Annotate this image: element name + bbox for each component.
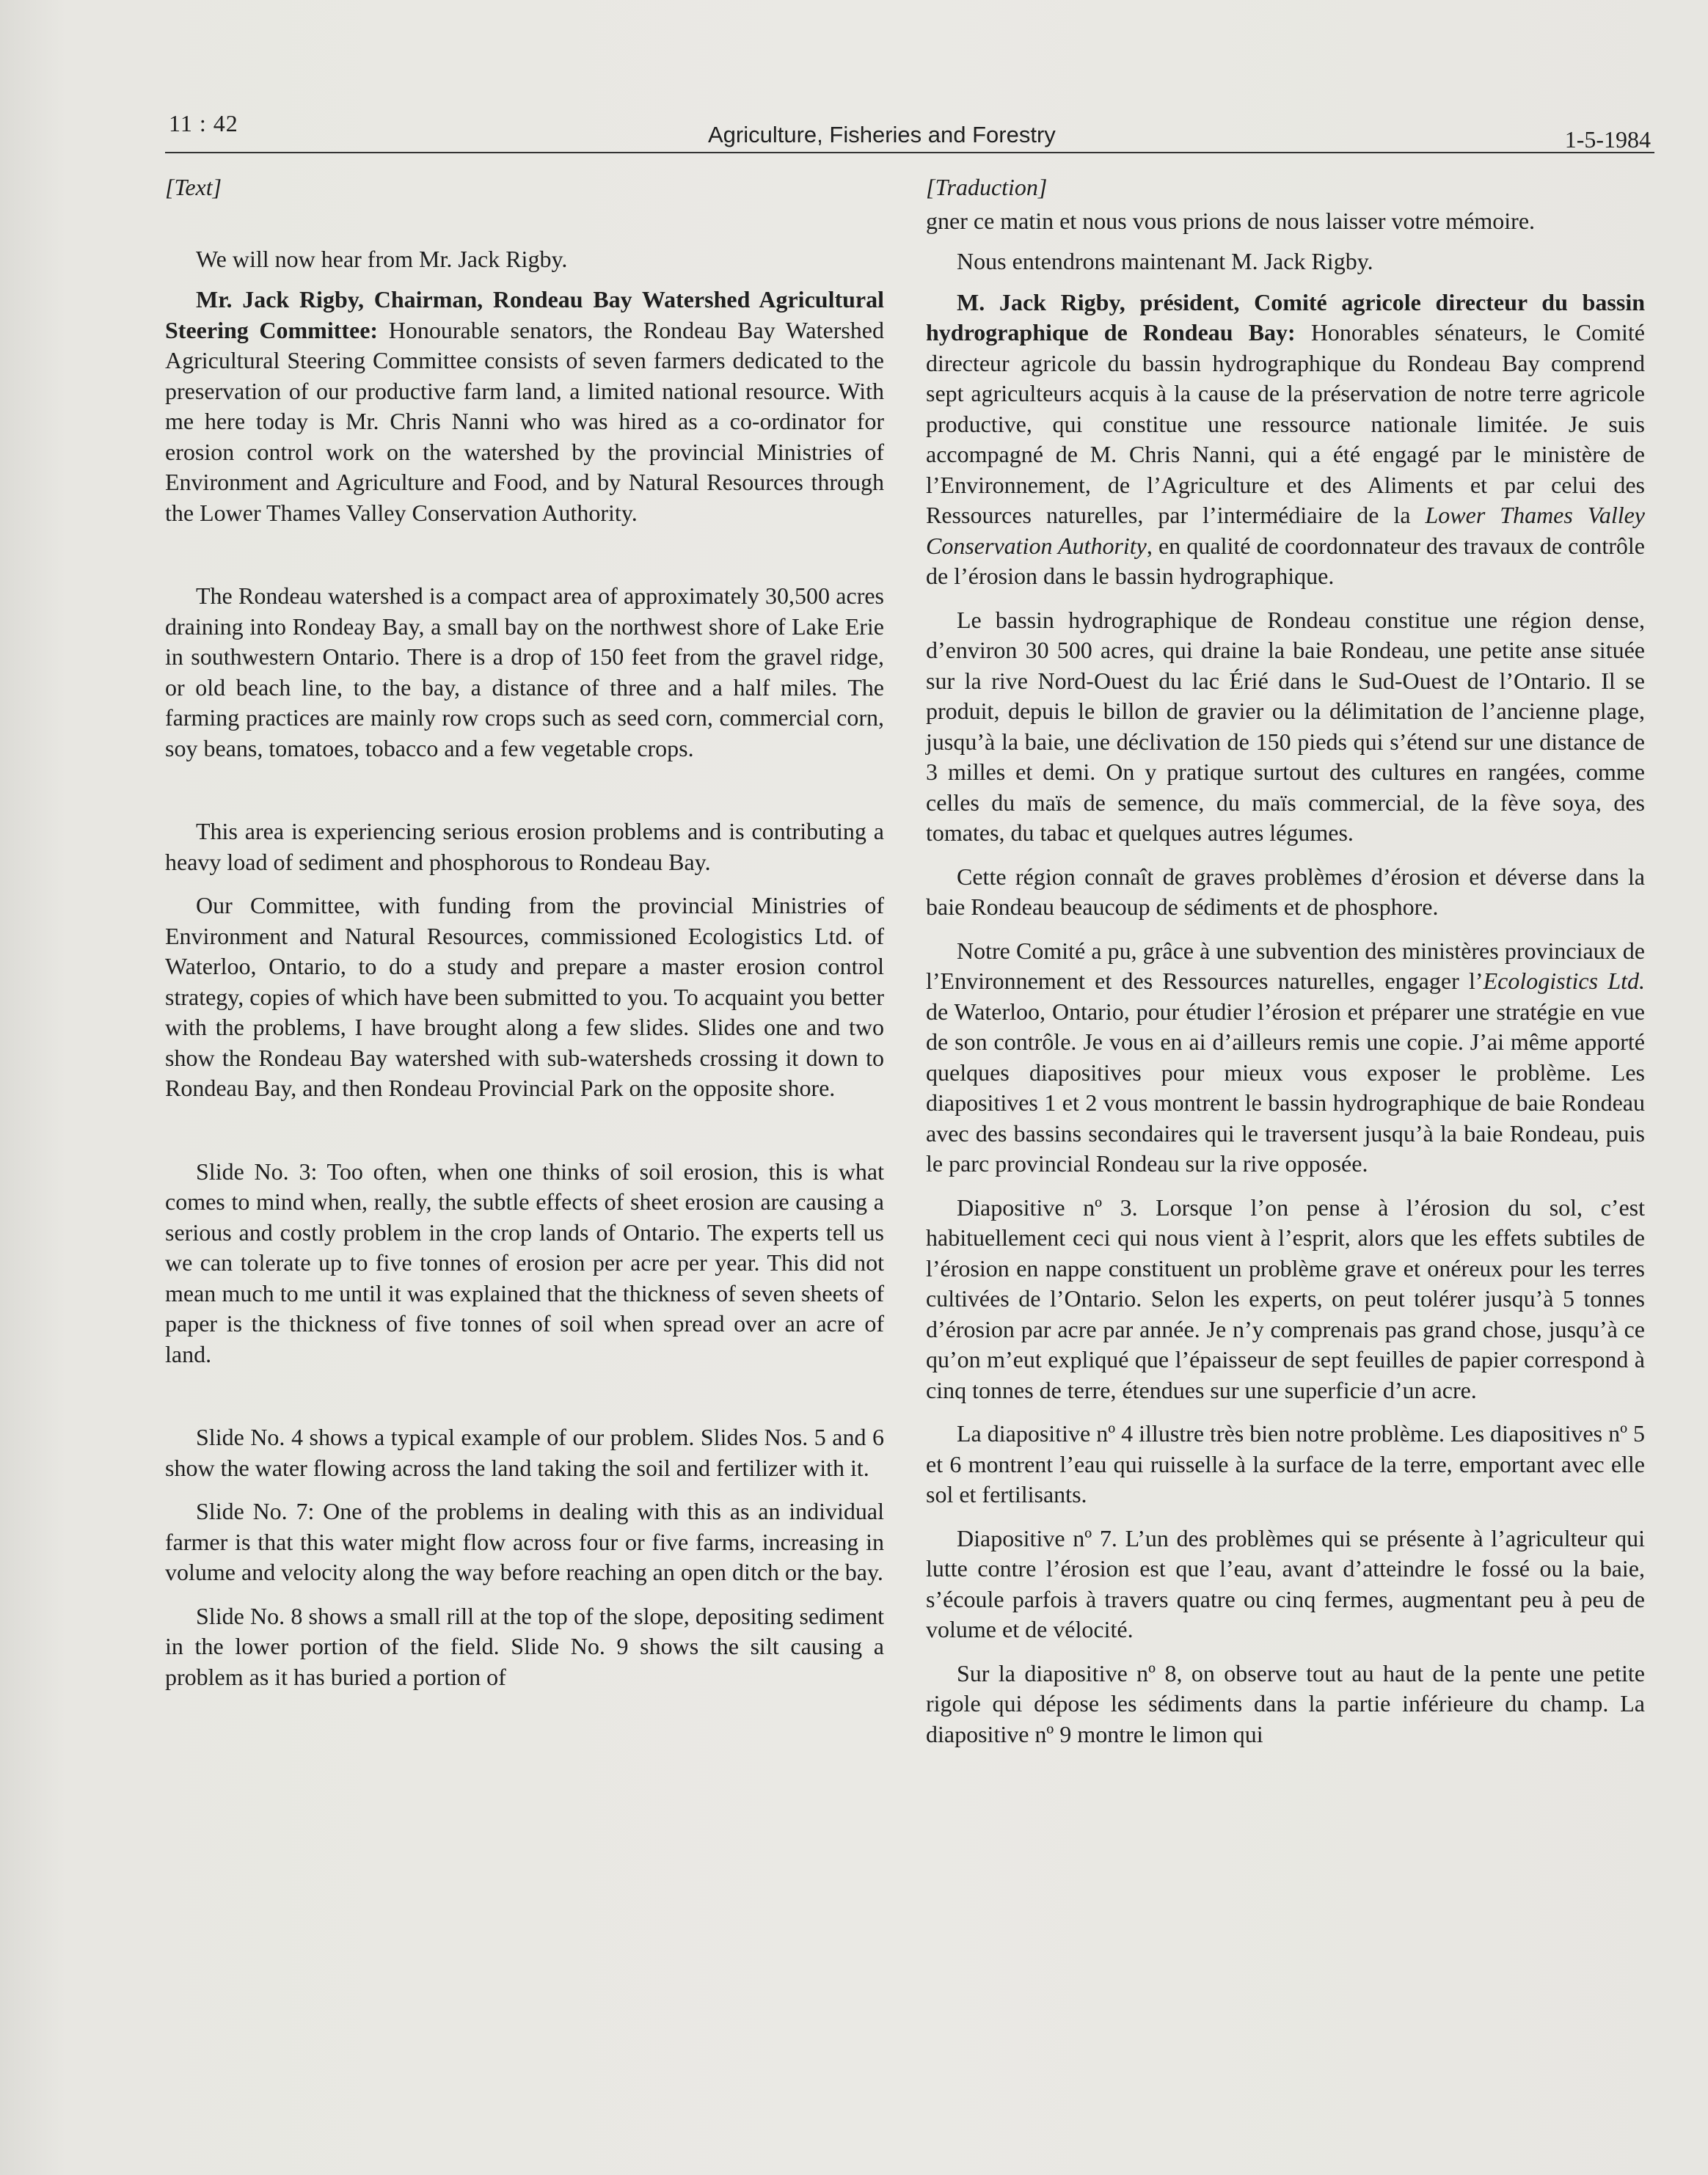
speech-text: , en qualité de coordonnateur des travaux de contrôle de l’érosion dans le bassin hydrographique. [926, 532, 1646, 589]
header-date: 1-5-1984 [1564, 126, 1651, 153]
paragraph: Our Committee, with funding from the provincial Ministries of Environment and Natural Resources, commissioned Ecologistics Ltd. of Waterloo, Ontario, to do a study and prepare a master erosion control strategy, copies of which have been submitted to you. To acquaint you better with the problems, I have brought along a few slides. Slides one and two show the Rondeau Bay watershed with sub-watersheds crossing it down to Rondeau Bay, and then Rondeau Provincial Park on the opposite shore. [165, 892, 884, 1101]
paragraph: Slide No. 4 shows a typical example of our problem. Slides Nos. 5 and 6 show the water flowing across the land taking the soil and fertilizer with it. [165, 1424, 884, 1481]
paragraph: Slide No. 7: One of the problems in dealing with this as an individual farmer is that this water might flow across four or five farms, increasing in volume and velocity along the way before reaching an open ditch or the bay. [165, 1498, 884, 1585]
paragraph: Slide No. 8 shows a small rill at the top of the slope, depositing sediment in the lower portion of the field. Slide No. 9 shows the silt causing a problem as it has buried a portion of [165, 1602, 884, 1690]
organization-name: Ecologistics Ltd. [1483, 968, 1646, 994]
language-label: [Traduction] [926, 174, 1048, 200]
language-label: [Text] [165, 174, 222, 200]
organization-name: Lower Thames Valley Conservation Authority [926, 502, 1645, 559]
speech-text: de Waterloo, Ontario, pour étudier l’érosion et préparer une stratégie en vue de son contrôle. Je vous en ai d’ailleurs remis une copie. J’ai même apporté quelques diapositives pour mieux vous exposer le problème. Les diapositives 1 et 2 vous montrent le bassin hydrographique de baie Rondeau avec des bassins secondaires qui le traversent jusqu’à la baie Rondeau, puis le parc provincial Rondeau sur la rive opposée. [926, 998, 1645, 1177]
running-title: Agriculture, Fisheries and Forestry [708, 122, 1056, 147]
english-column [165, 172, 884, 1706]
speech-text: Honourable senators, the Rondeau Bay Watershed Agricultural Steering Committee consists of seven farmers dedicated to the preservation of our productive farm land, a limited national resource. With me here today is Mr. Chris Nanni who was hired as a co-ordinator for erosion control work on the watershed by the provincial Ministries of Environment and Agriculture and Food, and by Natural Resources through the Lower Thames Valley Conservation Authority. [165, 316, 885, 526]
page-number: 11 : 42 [169, 110, 238, 136]
speech-text: Honorables sénateurs, le Comité directeur agricole du bassin hydrographique du Rondeau Bay comprend sept agriculteurs acquis à la cause de la préservation de notre terre agricole productive, qui constitue une ressource nationale limitée. Je suis accompagné de M. Chris Nanni, qui a été engagé par le ministère de l’Environnement, de l’Agriculture et des Aliments et par celui des Ressources naturelles, par l’intermédiaire de la [926, 319, 1646, 528]
paragraph: Diapositive nº 3. Lorsque l’on pense à l’érosion du sol, c’est habituellement ceci qui nous vient à l’esprit, alors que les effets subtiles de l’érosion en nappe constituent un problème grave et onéreux pour les terres cultivées de l’Ontario. Selon les experts, on peut tolérer jusqu’à 5 tonnes d’érosion par acre par année. Je n’y comprenais pas grand chose, jusqu’à ce qu’on m’eut expliqué que l’épaisseur de sept feuilles de papier correspond à cinq tonnes de terre, étendues sur une superficie d’un acre. [926, 1193, 1645, 1403]
paragraph: Slide No. 3: Too often, when one thinks of soil erosion, this is what comes to mind when, really, the subtle effects of sheet erosion are causing a serious and costly problem in the crop lands of Ontario. The experts tell us we can tolerate up to five tonnes of erosion per acre per year. This did not mean much to me until it was explained that the thickness of seven sheets of paper is the thickness of five tonnes of soil when spread over an acre of land. [165, 1158, 884, 1367]
paragraph: Nous entendrons maintenant M. Jack Rigby. [957, 248, 1373, 274]
page-header [169, 110, 1651, 154]
paragraph: Cette région connaît de graves problèmes d’érosion et déverse dans la baie Rondeau beaucoup de sédiments et de phosphore. [926, 863, 1645, 920]
speech-text: Notre Comité a pu, grâce à une subvention des ministères provinciaux de l’Environnement et des Ressources naturelles, engager l’ [926, 937, 1645, 994]
paragraph: Sur la diapositive nº 8, on observe tout au haut de la pente une petite rigole qui dépose les sédiments dans la partie inférieure du champ. La diapositive nº 9 montre le limon qui [926, 1659, 1645, 1747]
paragraph [926, 288, 1645, 592]
paragraph: We will now hear from Mr. Jack Rigby. [196, 245, 568, 272]
french-column [926, 172, 1645, 1763]
paragraph: Diapositive nº 7. L’un des problèmes qui se présente à l’agriculteur qui lutte contre l’érosion est que l’eau, avant d’atteindre le fossé ou la baie, s’écoule parfois à travers quatre ou cinq fermes, augmentant peu à peu de volume et de vélocité. [926, 1524, 1645, 1642]
paragraph [165, 285, 884, 528]
speaker-name: M. Jack Rigby, président, Comité agricole directeur du bassin hydrographique de Rondeau Bay: [926, 288, 1645, 346]
paragraph [926, 936, 1645, 1180]
header-rule [165, 152, 1654, 153]
paragraph: gner ce matin et nous vous prions de nous laisser votre mémoire. [926, 207, 1536, 234]
paragraph: The Rondeau watershed is a compact area of approximately 30,500 acres draining into Rondeay Bay, a small bay on the northwest shore of Lake Erie in southwestern Ontario. There is a drop of 150 feet from the gravel ridge, or old beach line, to the bay, a distance of three and a half miles. The farming practices are mainly row crops such as seed corn, commercial corn, soy beans, tomatoes, tobacco and a few vegetable crops. [165, 582, 884, 761]
paragraph: La diapositive nº 4 illustre très bien notre problème. Les diapositives nº 5 et 6 montrent l’eau qui ruisselle à la surface de la terre, emportant avec elle sol et fertilisants. [926, 1420, 1645, 1507]
paragraph: This area is experiencing serious erosion problems and is contributing a heavy load of sediment and phosphorous to Rondeau Bay. [165, 818, 884, 875]
paragraph: Le bassin hydrographique de Rondeau constitue une région dense, d’environ 30 500 acres, qui draine la baie Rondeau, une petite anse située sur la rive Nord-Ouest du lac Érié dans le Sud-Ouest de l’Ontario. Il se produit, depuis le billon de gravier ou la délimitation de l’ancienne plage, jusqu’à la baie, une déclivation de 150 pieds qui s’étend sur une distance de 3 milles et demi. On y pratique surtout des cultures en rangées, comme celles du maïs de semence, du maïs commercial, de la fève soya, des tomates, du tabac et quelques autres légumes. [926, 606, 1645, 846]
speaker-name: Mr. Jack Rigby, Chairman, Rondeau Bay Watershed Agricultural Steering Committee: [165, 286, 884, 343]
